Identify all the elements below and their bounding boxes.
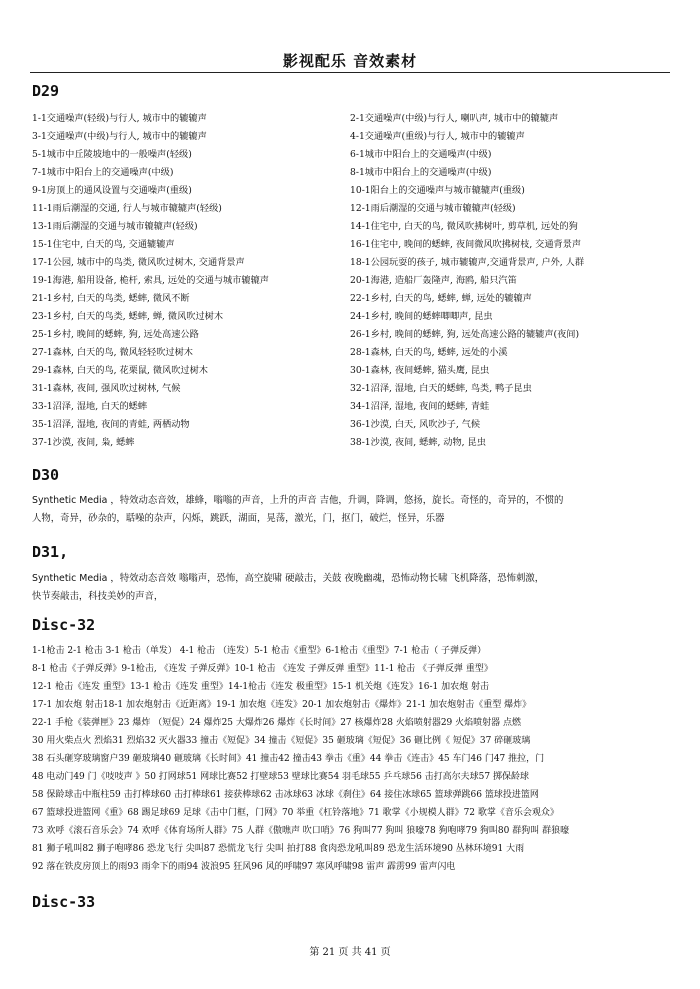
track-row <box>32 272 682 290</box>
d29-track-list <box>32 110 682 452</box>
track-right: 24-1乡村, 晚间的蟋蟀唧唧声, 昆虫 <box>350 311 493 322</box>
track-right: 34-1沼泽, 湿地, 夜间的蟋蟀, 青蛙 <box>350 401 490 412</box>
track-left: 37-1沙漠, 夜间, 枭, 蟋蟀 <box>32 437 135 448</box>
track-left: 29-1森林, 白天的鸟, 花栗鼠, 微风吹过树木 <box>32 365 208 376</box>
track-left: 5-1城市中丘陵坡地中的一般噪声(轻级) <box>32 149 192 160</box>
track-row <box>32 218 682 236</box>
track-line: 48 电动门49 门《吱吱声 》50 打网球51 网球比赛52 打壁球53 壁球比赛54 羽毛球55 乒乓球56 击打高尔夫球57 掷保龄球 <box>32 772 529 782</box>
section-heading-disc32: Disc-32 <box>32 616 96 634</box>
page-footer: 第 21 页 共 41 页 <box>309 947 391 958</box>
section-heading-d31: D31, <box>32 543 69 561</box>
track-left: 31-1森林, 夜间, 强风吹过树林, 气候 <box>32 383 181 394</box>
track-left: 3-1交通噪声(中级)与行人, 城市中的辘辘声 <box>32 131 207 142</box>
track-row <box>32 110 682 128</box>
track-row <box>32 308 682 326</box>
track-left: 13-1雨后潮湿的交通与城市辘辘声(轻级) <box>32 221 198 232</box>
track-row <box>32 236 682 254</box>
track-row <box>32 290 682 308</box>
track-right: 28-1森林, 白天的鸟, 蟋蟀, 远处的小溪 <box>350 347 508 358</box>
track-row <box>32 182 682 200</box>
description-line: 人物，奇异，砂杂的，聒噪的杂声，闪烁，跳跃，湖面，晃荡，激光，门，抠门，破烂，怪异，乐器 <box>32 513 445 524</box>
track-right: 2-1交通噪声(中级)与行人, 喇叭声, 城市中的辘辘声 <box>350 113 559 124</box>
track-line: 12-1 枪击《连发 重型》13-1 枪击《连发 重型》14-1枪击《连发 极重型》15-1 机关炮《连发》16-1 加农炮 射击 <box>32 682 489 692</box>
track-row <box>32 128 682 146</box>
description-line: Synthetic Media ，特效动态音效，雄蜂，嗡嗡的声音，上升的声音 吉他，升调，降调，悠扬，旋长。奇怪的，奇异的，不惯的 <box>32 495 564 506</box>
track-left: 23-1乡村, 白天的鸟类, 蟋蟀, 蝉, 微风吹过树木 <box>32 311 224 322</box>
track-row <box>32 164 682 182</box>
track-left: 15-1住宅中, 白天的鸟, 交通辘辘声 <box>32 239 175 250</box>
track-row <box>32 326 682 344</box>
track-right: 38-1沙漠, 夜间, 蟋蟀, 动物, 昆虫 <box>350 437 486 448</box>
track-line: 30 用火柴点火 烈焰31 烈焰32 灭火器33 撞击《短促》34 撞击《短促》35 砸玻璃《短促》36 砸比例《 短促》37 碎砸玻璃 <box>32 736 531 746</box>
track-right: 36-1沙漠, 白天, 风吹沙子, 气候 <box>350 419 481 430</box>
track-right: 14-1住宅中, 白天的鸟, 微风吹拂树叶, 剪草机, 远处的狗 <box>350 221 578 232</box>
track-row <box>32 434 682 452</box>
track-line: 38 石头砸穿玻璃窗户39 砸玻璃40 砸玻璃《长时间》41 撞击42 撞击43 拳击《重》44 拳击《连击》45 车门46 门47 推拉，门 <box>32 754 545 764</box>
track-right: 16-1住宅中, 晚间的蟋蟀, 夜间微风吹拂树枝, 交通背景声 <box>350 239 582 250</box>
track-line: 1-1枪击 2-1 枪击 3-1 枪击（单发） 4-1 枪击 （连发）5-1 枪击《重型》6-1枪击《重型》7-1 枪击（ 子弹反弹） <box>32 646 487 656</box>
track-left: 11-1雨后潮湿的交通, 行人与城市辘辘声(轻级) <box>32 203 222 214</box>
track-right: 30-1森林, 夜间蟋蟀, 猫头鹰, 昆虫 <box>350 365 490 376</box>
track-line: 67 篮球投进篮网《重》68 踢足球69 足球《击中门框，门网》70 举重《杠铃落地》71 歌掌《小规模人群》72 歌掌《音乐会观众》 <box>32 808 559 818</box>
track-row <box>32 146 682 164</box>
track-row <box>32 416 682 434</box>
track-left: 35-1沼泽, 湿地, 夜间的青蛙, 两栖动物 <box>32 419 190 430</box>
track-right: 6-1城市中阳台上的交通噪声(中级) <box>350 149 492 160</box>
track-line: 81 狮子吼叫82 狮子咆哮86 恐龙飞行 尖叫87 恐慌龙飞行 尖叫 拍打88 食肉恐龙吼叫89 恐龙生活环境90 丛林环境91 大雨 <box>32 844 525 854</box>
track-left: 25-1乡村, 晚间的蟋蟀, 狗, 远处高速公路 <box>32 329 199 340</box>
track-left: 19-1海港, 船用设备, 桅杆, 索具, 远处的交通与城市辘辘声 <box>32 275 269 286</box>
d30-description <box>32 492 680 528</box>
description-line: 快节奏敲击，科技美妙的声音， <box>32 591 164 602</box>
track-left: 1-1交通噪声(轻级)与行人, 城市中的辘辘声 <box>32 113 207 124</box>
description-line: Synthetic Media ，特效动态音效 嗡嗡声，恐怖，高空旋啸 硬敲击，关鼓 夜晚幽魂，恐怖动物长啸 飞机降落，恐怖刺激， <box>32 573 545 584</box>
track-right: 12-1雨后潮湿的交通与城市辘辘声(轻级) <box>350 203 516 214</box>
track-right: 10-1阳台上的交通噪声与城市辘辘声(重级) <box>350 185 525 196</box>
page-header-title: 影视配乐 音效素材 <box>282 52 418 70</box>
track-left: 9-1房顶上的通风设置与交通噪声(重级) <box>32 185 192 196</box>
header-rule <box>30 72 670 73</box>
track-right: 32-1沼泽, 湿地, 白天的蟋蟀, 鸟类, 鸭子昆虫 <box>350 383 532 394</box>
track-line: 8-1 枪击《子弹反弹》9-1枪击, 《连发 子弹反弹》10-1 枪击 《连发 子弹反弹 重型》11-1 枪击 《子弹反弹 重型》 <box>32 664 493 674</box>
track-right: 18-1公园玩耍的孩子, 城市辘辘声,交通背景声, 户外, 人群 <box>350 257 585 268</box>
track-row <box>32 362 682 380</box>
track-left: 7-1城市中阳台上的交通噪声(中级) <box>32 167 174 178</box>
track-line: 22-1 手枪《装弹匣》23 爆炸 （短促）24 爆炸25 大爆炸26 爆炸《长时间》27 核爆炸28 火焰喷射器29 火焰喷射器 点燃 <box>32 718 521 728</box>
track-right: 22-1乡村, 白天的鸟, 蟋蟀, 蝉, 远处的辘辘声 <box>350 293 532 304</box>
section-heading-disc33: Disc-33 <box>32 893 96 911</box>
track-row <box>32 254 682 272</box>
track-right: 8-1城市中阳台上的交通噪声(中级) <box>350 167 492 178</box>
track-row <box>32 380 682 398</box>
track-left: 17-1公园, 城市中的鸟类, 微风吹过树木, 交通背景声 <box>32 257 245 268</box>
track-left: 27-1森林, 白天的鸟, 微风轻轻吹过树木 <box>32 347 193 358</box>
track-line: 58 保龄球击中瓶柱59 击打棒球60 击打棒球61 接获棒球62 击冰球63 冰球《刹住》64 接住冰球65 篮球弹跳66 篮球投进篮网 <box>32 790 539 800</box>
section-heading-d30: D30 <box>32 466 60 484</box>
track-left: 21-1乡村, 白天的鸟类, 蟋蟀, 微风不断 <box>32 293 190 304</box>
track-right: 4-1交通噪声(重级)与行人, 城市中的辘辘声 <box>350 131 525 142</box>
track-row <box>32 398 682 416</box>
d31-description <box>32 570 680 606</box>
track-line: 17-1 加农炮 射击18-1 加农炮射击《近距离》19-1 加农炮《连发》20-1 加农炮射击《爆炸》21-1 加农炮射击《重型 爆炸》 <box>32 700 532 710</box>
track-line: 92 落在铁皮房顶上的雨93 雨伞下的雨94 波浪95 狂风96 风的呼啸97 寒风呼啸98 雷声 霹雳99 雷声闪电 <box>32 862 456 872</box>
section-heading-d29: D29 <box>32 82 60 100</box>
track-right: 26-1乡村, 晚间的蟋蟀, 狗, 远处高速公路的辘辘声(夜间) <box>350 329 580 340</box>
track-left: 33-1沼泽, 湿地, 白天的蟋蟀 <box>32 401 148 412</box>
track-line: 73 欢呼《滚石音乐会》74 欢呼《体育场所人群》75 人群《傲噍声 吹口哨》76 狗叫77 狗叫 狼嚎78 狗咆哮79 狗叫80 群狗叫 群狼嚎 <box>32 826 570 836</box>
disc32-track-list <box>32 642 682 876</box>
track-right: 20-1海港, 造船厂轰隆声, 海鸥, 船只汽笛 <box>350 275 517 286</box>
track-row <box>32 344 682 362</box>
track-row <box>32 200 682 218</box>
